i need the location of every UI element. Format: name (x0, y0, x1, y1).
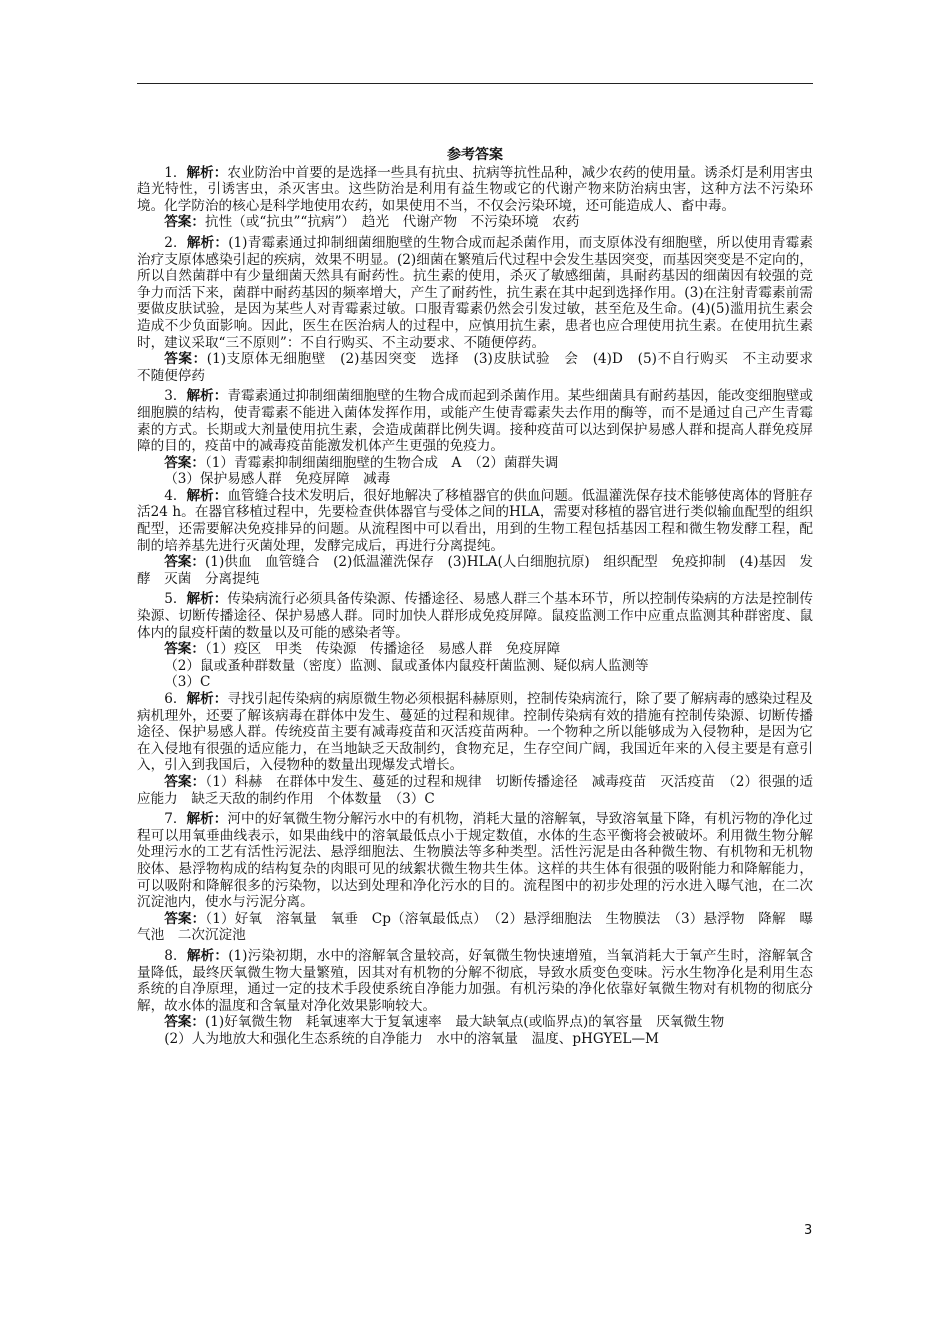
analysis-paragraph (137, 165, 813, 215)
item-number: 2． (164, 234, 187, 251)
answer-label: 答案： (164, 641, 205, 658)
analysis-paragraph (137, 388, 813, 454)
answer-text: (1)供血 血管缝合 (2)低温灌洗保存 (3)HLA(人白细胞抗原) 组织配型 免疫抑制 (4)基因 发酵 灭菌 分离提纯 (137, 554, 814, 587)
answer-label: 答案： (164, 773, 206, 790)
answer-label: 答案： (164, 351, 207, 368)
analysis-label: 解析： (186, 388, 228, 405)
page-number: 3 (804, 1223, 813, 1238)
answer-label: 答案： (164, 1014, 205, 1031)
analysis-text: 青霉素通过抑制细菌细胞壁的生物合成而起到杀菌作用。某些细菌具有耐药基因，能改变细胞壁或细胞膜的结构，使青霉素不能进入菌体发挥作用，或能产生使青霉素失去作用的酶等，而不是通过自己产生青霉素的方式。长期或大剂量使用抗生素，会造成菌群比例失调。接种疫苗可以达到保护易感人群和提高人群免疫屏障的目的，疫苗中的减毒疫苗能激发机体产生更强的免疫力。 (137, 388, 814, 455)
analysis-label: 解析： (186, 591, 228, 608)
header-rule (137, 83, 813, 84)
answer-paragraph (137, 641, 813, 658)
answer-paragraph (137, 351, 827, 384)
answer-text: （1）青霉素抑制细菌细胞壁的生物合成 A （2）菌群失调 (204, 454, 559, 471)
answer-list (137, 164, 827, 1048)
analysis-paragraph (137, 811, 813, 911)
answer-extra-line: (2）人为地放大和强化生态系统的自净能力 水中的溶氧量 温度、pHGYEL—M (164, 1030, 659, 1047)
analysis-text: (1)污染初期，水中的溶解氧含量较高，好氧微生物快速增殖，当氧消耗大于氧产生时，溶解氧含量降低，最终厌氧微生物大量繁殖，因其对有机物的分解不彻底，导致水质变色变味。污水生物净化是利用生态系统的自净原理，通过一定的技术手段使系统自净能力加强。有机污染的净化依靠好氧微生物对有机物的彻底分解，故水体的温度和含氧量对净化效果影响较大。 (137, 947, 814, 1014)
answer-text: （1）好氧 溶氧量 氧垂 Cp（溶氧最低点） （2）悬浮细胞法 生物膜法 （3）悬浮物 降解 曝气池 二次沉淀池 (137, 910, 814, 944)
answer-text: 抗性（或“抗虫”“抗病”） 趋光 代谢产物 不污染环境 农药 (204, 214, 580, 231)
analysis-text: 血管缝合技术发明后，很好地解决了移植器官的供血问题。低温灌洗保存技术能够使离体的肾脏存活24 h。在器官移植过程中，先要检查供体器官与受体之间的HLA，需要对移植的器官进行类似输血配型的组织配型，还需要解决免疫排异的问题。从流程图中可以看出，用到的生物工程包括基因工程和微生物发酵工程，配制的培养基先进行灭菌处理，发酵完成后，再进行分离提纯。 (137, 487, 814, 554)
item-number: 1． (164, 164, 187, 181)
item-number: 6． (164, 691, 187, 707)
page-title: 参考答案 (447, 147, 503, 163)
item-number: 3． (164, 388, 187, 405)
analysis-text: 河中的好氧微生物分解污水中的有机物，消耗大量的溶解氧，导致溶氧量下降，有机污物的净化过程可以用氧垂曲线表示，如果曲线中的溶氧最低点小于规定数值，水体的生态平衡将会被破坏。利用微生物分解处理污水的工艺有活性污泥法、悬浮细胞法、生物膜法等多种类型。活性污泥是由各种微生物、有机物和无机物胶体、悬浮物构成的结构复杂的肉眼可见的绒絮状微生物共生体。这样的共生体有很强的吸附能力和降解能力，可以吸附和降解很多的污染物，以达到处理和净化污水的目的。流程图中的初步处理的污水进入曝气池，在二次沉淀池内，使水与污泥分离。 (137, 811, 814, 911)
answer-label: 答案： (164, 214, 205, 231)
answer-extra-line: （2）鼠或蚤种群数量（密度）监测、鼠或蚤体内鼠疫杆菌监测、疑似病人监测等 (164, 657, 649, 674)
analysis-label: 解析： (186, 487, 228, 504)
answer-paragraph (137, 774, 813, 807)
answer-section (137, 147, 827, 1047)
answer-extra-line: （3）保护易感人群 免疫屏障 减毒 (164, 471, 391, 488)
answer-paragraph (137, 911, 813, 944)
answer-paragraph (137, 214, 813, 231)
item-number: 4． (164, 487, 187, 504)
answer-label: 答案： (164, 910, 206, 927)
analysis-text: 农业防治中首要的是选择一些具有抗虫、抗病等抗性品种，减少农药的使用量。诱杀灯是利用害虫趋光特性，引诱害虫，杀灭害虫。这些防治是利用有益生物或它的代谢产物来防治病虫害，这种方法不污染环境。化学防治的核心是科学地使用农药，如果使用不当，不仅会污染环境，还可能造成人、畜中毒。 (137, 164, 814, 214)
answer-text: (1)好氧微生物 耗氧速率大于复氧速率 最大缺氧点(或临界点)的氧容量 厌氧微生物 (204, 1014, 725, 1031)
analysis-label: 解析： (186, 164, 228, 181)
analysis-paragraph (137, 948, 813, 1014)
analysis-label: 解析： (186, 691, 228, 707)
analysis-text: 传染病流行必须具备传染源、传播途径、易感人群三个基本环节，所以控制传染病的方法是控制传染源、切断传播途径、保护易感人群。同时加快人群形成免疫屏障。鼠疫监测工作中应重点监测其种群密度、鼠体内的鼠疫杆菌的数量以及可能的感染者等。 (137, 591, 814, 641)
answer-extra-line: （3）C (164, 674, 211, 691)
analysis-paragraph (137, 691, 813, 774)
answer-text: （1）疫区 甲类 传染源 传播途径 易感人群 免疫屏障 (204, 641, 561, 658)
analysis-paragraph (137, 488, 813, 554)
answer-label: 答案： (164, 454, 205, 471)
analysis-paragraph (137, 591, 813, 641)
answer-paragraph (137, 455, 813, 472)
item-number: 5． (164, 591, 187, 608)
answer-paragraph (137, 1014, 813, 1031)
analysis-label: 解析： (186, 947, 229, 964)
item-number: 8． (164, 947, 187, 964)
item-number: 7． (164, 811, 187, 828)
answer-text: (1)支原体无细胞壁 (2)基因突变 选择 (3)皮肤试验 会 (4)D (5)不自行购买 不主动要求 不随便停药 (137, 351, 827, 384)
answer-label: 答案： (164, 554, 205, 571)
answer-text: （1）科赫 在群体中发生、蔓延的过程和规律 切断传播途径 减毒疫苗 灭活疫苗 （2）很强的适应能力 缺乏天敌的制约作用 个体数量 （3）C (137, 773, 813, 807)
analysis-text: (1)青霉素通过抑制细菌细胞壁的生物合成而起杀菌作用，而支原体没有细胞壁，所以使用青霉素治疗支原体感染引起的疾病，效果不明显。(2)细菌在繁殖后代过程中会发生基因突变，而基因突变是不定向的，所以自然菌群中有少量细菌天然具有耐药性。抗生素的使用，杀灭了敏感细菌，具耐药基因的细菌因有较强的竞争力而活下来，菌群中耐药基因的频率增大，产生了耐药性，抗生素在其中起到选择作用。(3)在注射青霉素前需要做皮肤试验，是因为某些人对青霉素过敏。口服青霉素仍然会引发过敏，甚至危及生命。(4)(5)滥用抗生素会造成不少负面影响。因此，医生在医治病人的过程中，应慎用抗生素，患者也应合理使用抗生素。在使用抗生素时，建议采取“三不原则”：不自行购买、不主动要求、不随便停药。 (137, 234, 814, 351)
analysis-label: 解析： (186, 234, 229, 251)
answer-paragraph (137, 554, 813, 587)
analysis-label: 解析： (186, 811, 228, 828)
analysis-paragraph (137, 235, 813, 351)
analysis-text: 寻找引起传染病的病原微生物必须根据科赫原则，控制传染病流行，除了要了解病毒的感染过程及病机理外，还要了解该病毒在群体中发生、蔓延的过程和规律。控制传染病有效的措施有控制传染源、切断传播途径、保护易感人群。传统疫苗主要有减毒疫苗和灭活疫苗两种。一个物种之所以能够成为入侵物种，是因为它在入侵地有很强的适应能力，在当地缺乏天敌制约，食物充足，生存空间广阔，我国近年来的入侵主要是有意引入，引入到我国后，入侵物种的数量出现爆发式增长。 (137, 691, 814, 774)
